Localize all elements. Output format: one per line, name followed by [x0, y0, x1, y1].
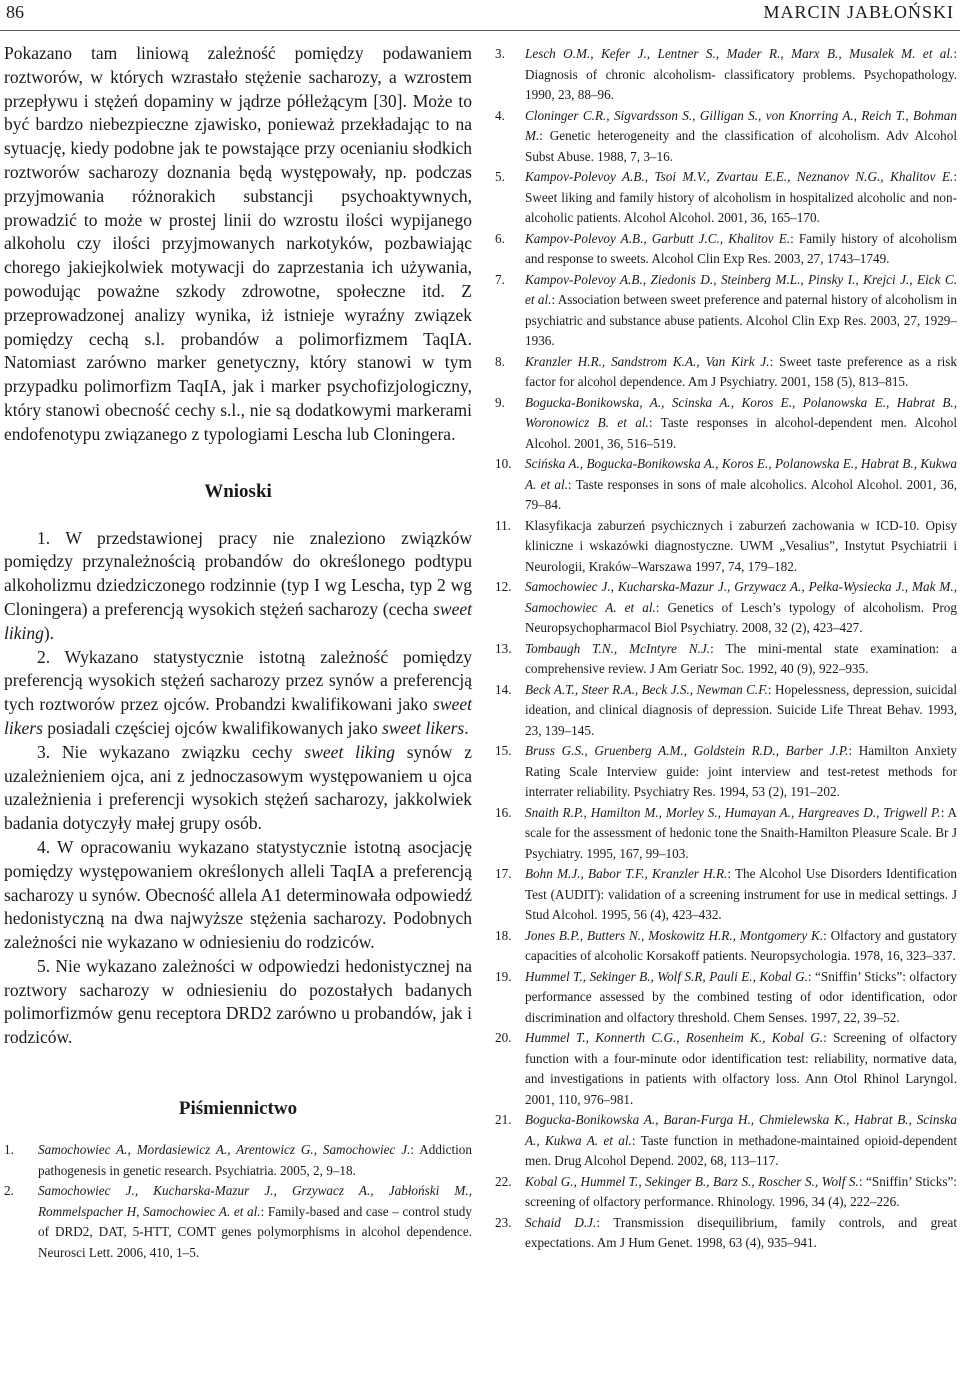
reference-text: : Taste responses in alcohol-dependent men. Alcohol Alcohol. 2001, 36, 516–519. [525, 415, 957, 451]
reference-authors: Tombaugh T.N., McIntyre N.J. [525, 640, 711, 656]
running-author: MARCIN JABŁOŃSKI [763, 2, 954, 22]
reference-item [4, 1140, 472, 1181]
reference-authors: Kampov-Polevoy A.B., Tsoi M.V., Zvartau E.E., Neznanov N.G., Khalitov E. [525, 169, 954, 184]
reference-authors: Beck A.T., Steer R.A., Beck J.S., Newman C.F. [525, 681, 768, 697]
reference-item [4, 1181, 472, 1263]
reference-text: : Taste function in methadone-maintained opioid-dependent men. Drug Alcohol Depend. 2002, 68, 113–117. [525, 1132, 957, 1168]
conclusion-italic: sweet liking [4, 598, 472, 643]
reference-number: 23. [495, 1214, 512, 1230]
reference-number: 9. [495, 394, 505, 410]
reference-number: 10. [495, 456, 512, 471]
reference-authors: Schaid D.J. [525, 1214, 597, 1230]
reference-number: 22. [495, 1173, 512, 1189]
reference-authors: Kampov-Polevoy A.B., Garbutt J.C., Khalitov E. [525, 230, 791, 246]
reference-number: 1. [4, 1142, 14, 1158]
reference-authors: Cloninger C.R., Sigvardsson S., Gilligan S., von Knorring A., Reich T., Bohman M. [525, 107, 957, 143]
reference-number: 21. [495, 1112, 512, 1127]
reference-item [495, 229, 957, 270]
reference-authors: Bogucka-Bonikowska A., Baran-Furga H., Chmielewska K., Habrat B., Scinska A., Kukwa A. et al. [525, 1112, 957, 1148]
reference-authors: Bohn M.J., Babor T.F., Kranzler H.R. [525, 866, 728, 881]
reference-number: 15. [495, 743, 512, 758]
reference-text: : “Sniffin’ Sticks”: screening of olfactory performance. Rhinology. 1996, 34 (4), 222–226. [525, 1173, 957, 1209]
reference-list-left [4, 1140, 472, 1263]
reference-authors: Hummel T., Sekinger B., Wolf S.R, Pauli E., Kobal G. [525, 968, 808, 984]
conclusion-text: ). [43, 622, 55, 643]
reference-text: : Sweet taste preference as a risk factor for alcohol dependence. Am J Psychiatry. 2001, 158 (5), 813–815. [525, 353, 958, 389]
reference-number: 7. [495, 271, 505, 287]
conclusion-item [4, 527, 472, 646]
reference-item [495, 167, 957, 229]
reference-authors: Snaith R.P., Hamilton M., Morley S., Humayan A., Hargreaves D., Trigwell P. [525, 804, 941, 820]
reference-number: 18. [495, 927, 512, 943]
reference-item [495, 454, 957, 516]
conclusion-italic: sweet likers [382, 717, 465, 738]
reference-text: : Family-based and case – control study of DRD2, DAT, 5-HTT, COMT genes polymorphisms in alcohol dependence. Neurosci Lett. 2006, 410, 1–5. [38, 1203, 472, 1260]
reference-item [495, 1172, 957, 1213]
reference-text: : The Alcohol Use Disorders Identification Test (AUDIT): validation of a screening instrument for use in medical settings. J Stud Alcohol. 1995, 56 (4), 423–432. [525, 866, 957, 922]
reference-text: : Screening of olfactory function with a four-minute odor identification test: reliability, normative data, and investigations in patients with olfactory loss. Ann Otol Rhinol Laryngol. 2001, 110, 976–981. [525, 1030, 957, 1107]
reference-item [495, 516, 957, 578]
reference-text: : A scale for the assessment of hedonic tone the Snaith-Hamilton Pleasure Scale. Br J Psychiatry. 1995, 167, 99–103. [525, 804, 957, 861]
reference-number: 17. [495, 866, 512, 881]
reference-item [495, 639, 957, 680]
reference-number: 2. [4, 1183, 14, 1199]
reference-text: : Sweet liking and family history of alcoholism in hospitalized alcoholic and non-alcoholic patients. Alcohol Alcohol. 2001, 36, 165–170. [525, 169, 957, 225]
reference-item [495, 864, 957, 926]
reference-item [495, 577, 957, 639]
reference-authors: Jones B.P., Butters N., Moskowitz H.R., Montgomery K. [525, 927, 824, 943]
reference-number: 12. [495, 579, 512, 594]
reference-authors: Scińska A., Bogucka-Bonikowska A., Koros E., Polanowska E., Habrat B., Kukwa A. et al. [525, 456, 957, 492]
reference-text: : Hamilton Anxiety Rating Scale Interview guide: joint interview and test-retest methods for interrater reliability. Psychiatry Res. 1994, 53 (2), 191–202. [525, 743, 957, 799]
reference-item [495, 680, 957, 742]
conclusion-item [4, 741, 472, 836]
reference-text: : Addiction pathogenesis in genetic research. Psychiatria. 2005, 2, 9–18. [38, 1142, 472, 1178]
reference-item [495, 106, 957, 168]
reference-item [495, 1213, 957, 1254]
conclusion-text: 2. Wykazano statystycznie istotną zależność pomiędzy preferencją wysokich stężeń sacharozy przez synów a preferencją tych roztworów przez ojców. Probandzi kwalifikowani jako [4, 646, 472, 715]
reference-authors: Hummel T., Konnerth C.G., Rosenheim K., Kobal G. [525, 1030, 824, 1045]
page-number: 86 [6, 2, 24, 22]
reference-number: 19. [495, 968, 512, 984]
reference-item [495, 1028, 957, 1110]
reference-text: Klasyfikacja zaburzeń psychicznych i zaburzeń zachowania w ICD-10. Opisy kliniczne i wskazówki diagnostyczne. UWM „Vesalius”, Instytut Psychiatrii i Neurologii, Kraków–Warszawa 1997, 74, 179–182. [525, 517, 957, 574]
conclusion-text: 1. W przedstawionej pracy nie znaleziono związków pomiędzy przynależnością probandów do określonego podtypu alkoholizmu dziedziczonego rodzinnie (typ I wg Lescha, typ 2 wg Cloningera) a preferencją wysokich stężeń sacharozy (cecha [4, 527, 472, 619]
left-column [4, 40, 472, 1263]
reference-authors: Kampov-Polevoy A.B., Ziedonis D., Steinberg M.L., Pinsky I., Krejci J., Eick C. et al. [525, 271, 957, 307]
reference-number: 5. [495, 169, 505, 184]
reference-authors: Samochowiec A., Mordasiewicz A., Arentowicz G., Samochowiec J. [38, 1142, 411, 1158]
reference-item [495, 967, 957, 1029]
reference-item [495, 803, 957, 865]
reference-item [495, 270, 957, 352]
reference-number: 3. [495, 46, 505, 61]
conclusion-italic: sweet liking [304, 741, 395, 762]
reference-item [495, 741, 957, 803]
reference-text: : Genetics of Lesch’s typology of alcoholism. Prog Neuropsychopharmacol Biol Psychiatry. 2008, 32 (2), 423–427. [525, 599, 957, 635]
conclusion-text: . [464, 717, 469, 738]
conclusion-item: 4. W opracowaniu wykazano statystycznie istotną asocjację pomiędzy występowaniem określonych alleli TaqIA a preferencją sacharozy u synów. Obecność allela A1 determinowała odpowiedź hedonistyczną na dwa najwyższe stężenia sacharozy. Podobnych zależności nie wykazano w odniesieniu do rodziców. [4, 836, 472, 953]
reference-text: : Transmission disequilibrium, family controls, and great expectations. Am J Hum Genet. 1998, 63 (4), 935–941. [525, 1214, 957, 1250]
reference-item [495, 393, 957, 455]
reference-number: 11. [495, 517, 511, 533]
reference-number: 6. [495, 230, 505, 246]
reference-text: : Association between sweet preference and paternal history of alcoholism in psychiatric and substance abuse patients. Alcohol Clin Exp Res. 2003, 27, 1929–1936. [525, 292, 958, 348]
page-header [0, 0, 960, 31]
section-heading-conclusions: Wnioski [204, 480, 272, 502]
reference-authors: Samochowiec J., Kucharska-Mazur J., Grzywacz A., Pełka-Wysiecka J., Mak M., Samochowiec A. et al. [525, 579, 957, 615]
conclusion-text: 3. Nie wykazano związku cechy [37, 741, 305, 762]
section-heading-references: Piśmiennictwo [178, 1098, 298, 1120]
reference-item [495, 1110, 957, 1172]
conclusion-item [4, 646, 472, 741]
reference-item [495, 44, 957, 106]
conclusion-text: synów z uzależnieniem ojca, ani z jednoczasowym występowaniem u ojca uzależnienia i preferencji wysokich stężeń sacharozy, jakkolwiek badania dotyczyły małej grupy osób. [4, 741, 473, 834]
right-column [495, 44, 957, 1254]
reference-text: : Genetic heterogeneity and the classification of alcoholism. Adv Alcohol Subst Abuse. 1988, 7, 3–16. [525, 128, 957, 164]
reference-text: : Olfactory and gustatory capacities of alcoholic Korsakoff patients. Neuropsychologia. 1978, 16, 323–337. [525, 927, 957, 963]
conclusion-italic: sweet likers [4, 694, 472, 738]
reference-text: : Family history of alcoholism and response to sweets. Alcohol Clin Exp Res. 2003, 27, 1743–1749. [525, 230, 957, 266]
conclusion-item: 5. Nie wykazano zależności w odpowiedzi hedonistycznej na roztwory sacharozy w odniesieniu do pozostałych badanych polimorfizmów genu receptora DRD2 zarówno u probandów, jak i rodziców. [4, 955, 472, 1048]
reference-authors: Bruss G.S., Gruenberg A.M., Goldstein R.D., Barber J.P. [525, 743, 849, 758]
reference-text: : “Sniffin’ Sticks”: olfactory performance assessed by the combined testing of odor identification, odor discrimination and olfactory threshold. Chem Senses. 1997, 22, 39–52. [525, 968, 957, 1025]
reference-item [495, 352, 957, 393]
reference-number: 13. [495, 640, 512, 656]
reference-text: : The mini-mental state examination: a comprehensive review. J Am Geriatr Soc. 1992, 40 (9), 922–935. [525, 640, 957, 676]
reference-number: 20. [495, 1030, 512, 1045]
reference-text: : Taste responses in sons of male alcoholics. Alcohol Alcohol. 2001, 36, 79–84. [525, 476, 957, 512]
reference-text: : Diagnosis of chronic alcoholism- classificatory problems. Psychopathology. 1990, 23, 88–96. [525, 46, 957, 102]
reference-authors: Samochowiec J., Kucharska-Mazur J., Grzywacz A., Jabłoński M., Rommelspacher H, Samochowiec A. et al. [38, 1183, 472, 1219]
reference-authors: Bogucka-Bonikowska, A., Scinska A., Koros E., Polanowska E., Habrat B., Woronowicz B. et al. [525, 394, 957, 430]
reference-text: : Hopelessness, depression, suicidal ideation, and clinical diagnosis of depression. Suicide Life Threat Behav. 1993, 23, 139–145. [525, 681, 957, 738]
conclusion-text: posiadali częściej ojców kwalifikowanych jako [42, 717, 383, 738]
reference-number: 8. [495, 353, 505, 369]
body-paragraph: Pokazano tam liniową zależność pomiędzy podawaniem roztworów, w których wzrastało stężenie sacharozy, a wzrostem przepływu i stężeń dopaminy w jądrze półleżącym [30]. Może to być bardzo niebezpieczne zjawisko, ponieważ przekładając to na sytuację, kiedy podobne jak te powstające przy ocenianiu słodkich roztworów sacharozy doznania będą występowały, np. podczas przyjmowania różnorakich substancji psychoaktywnych, prowadzić to może w prostej linii do wzrostu ilości wypijanego alkoholu czy ilości przyjmowanych narkotyków, pozbawiając chorego jakiejkolwiek motywacji do zaprzestania ich używania, powodując poważne szkody zdrowotne, społeczne itd. Z przeprowadzonej analizy wynika, iż istnieje wyraźny związek pomiędzy cechą s.l. probandów a polimorfizmem TaqIA. Natomiast zarówno marker genetyczny, który stanowi w tym przypadku polimorfizm TaqIA, jak i marker psychofizjologiczny, który stanowi obecność cechy s.l., nie są dodatkowymi markerami endofenotypu związanego z typologiami Lescha lub Cloningera. [4, 43, 472, 444]
reference-authors: Kranzler H.R., Sandstrom K.A., Van Kirk J. [525, 353, 770, 369]
reference-authors: Lesch O.M., Kefer J., Lentner S., Mader R., Marx B., Musalek M. et al. [525, 46, 954, 61]
reference-number: 4. [495, 107, 505, 123]
reference-number: 14. [495, 681, 512, 697]
reference-authors: Kobal G., Hummel T., Sekinger B., Barz S., Roscher S., Wolf S. [525, 1173, 859, 1189]
reference-item [495, 926, 957, 967]
reference-number: 16. [495, 804, 512, 820]
